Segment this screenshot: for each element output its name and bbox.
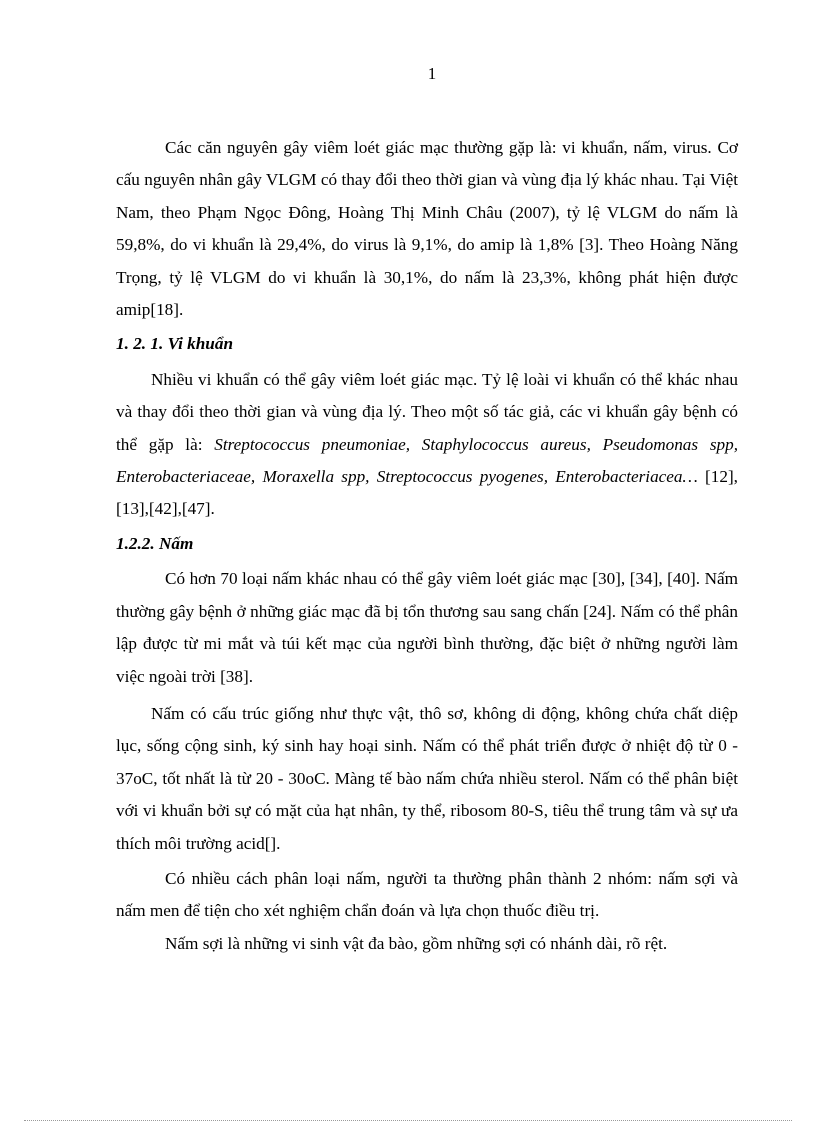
bacteria-text: Nhiều vi khuẩn có thể gây viêm loét giác mạc. Tỷ lệ loài vi khuẩn có thể khác nhau và thay đổi theo thời gian và vùng địa lý. Theo một số tác giả, các vi khuẩn gây bệnh có thể gặp là: (116, 369, 738, 454)
document-body (116, 132, 738, 960)
section-heading-fungi: 1.2.2. Nấm (116, 533, 194, 553)
paragraph-filamentous-fungi: Nấm sợi là những vi sinh vật đa bào, gồm những sợi có nhánh dài, rõ rệt. (165, 933, 668, 953)
page-bottom-divider (24, 1120, 792, 1121)
page-number: 1 (427, 64, 437, 83)
paragraph-causes: Các căn nguyên gây viêm loét giác mạc thường gặp là: vi khuẩn, nấm, virus. Cơ cấu nguyên nhân gây VLGM có thay đổi theo thời gian và vùng địa lý khác nhau. Tại Việt Nam, theo Phạm Ngọc Đông, Hoàng Thị Minh Châu (2007), tỷ lệ VLGM do nấm là 59,8%, do vi khuẩn là 29,4%, do virus là 9,1%, do amip là 1,8% [3]. Theo Hoàng Năng Trọng, tỷ lệ VLGM do vi khuẩn là 30,1%, do nấm là 23,3%, không phát hiện được amip[18]. (116, 138, 738, 320)
paragraph-fungi-types: Có hơn 70 loại nấm khác nhau có thể gây viêm loét giác mạc [30], [34], [40]. Nấm thường gây bệnh ở những giác mạc đã bị tổn thương sau sang chấn [24]. Nấm có thể phân lập được từ mi mắt và túi kết mạc của người bình thường, đặc biệt ở những người làm việc ngoài trời [38]. (116, 569, 738, 686)
paragraph-fungi-classification: Có nhiều cách phân loại nấm, người ta thường phân thành 2 nhóm: nấm sợi và nấm men để tiện cho xét nghiệm chẩn đoán và lựa chọn thuốc điều trị. (116, 868, 738, 921)
bacteria-references: [12],[13],[42],[47]. (116, 467, 738, 519)
section-heading-bacteria: 1. 2. 1. Vi khuẩn (116, 334, 234, 354)
paragraph-bacteria (116, 364, 738, 526)
bacteria-species: Streptococcus pneumoniae, Staphylococcus aureus, Pseudomonas spp, Enterobacteriaceae, Moraxella spp, Streptococcus pyogenes, Enterobacteriacea… (116, 434, 738, 487)
paragraph-fungi-structure: Nấm có cấu trúc giống như thực vật, thô sơ, không di động, không chứa chất diệp lục, sống cộng sinh, ký sinh hay hoại sinh. Nấm có thể phát triển được ở nhiệt độ từ 0 - 37oC, tốt nhất là từ 20 - 30oC. Màng tế bào nấm chứa nhiều sterol. Nấm có thể phân biệt với vi khuẩn bởi sự có mặt của hạt nhân, ty thể, ribosom 80-S, tiêu thể trung tâm và sự ưa thích môi trường acid[]. (116, 703, 738, 853)
